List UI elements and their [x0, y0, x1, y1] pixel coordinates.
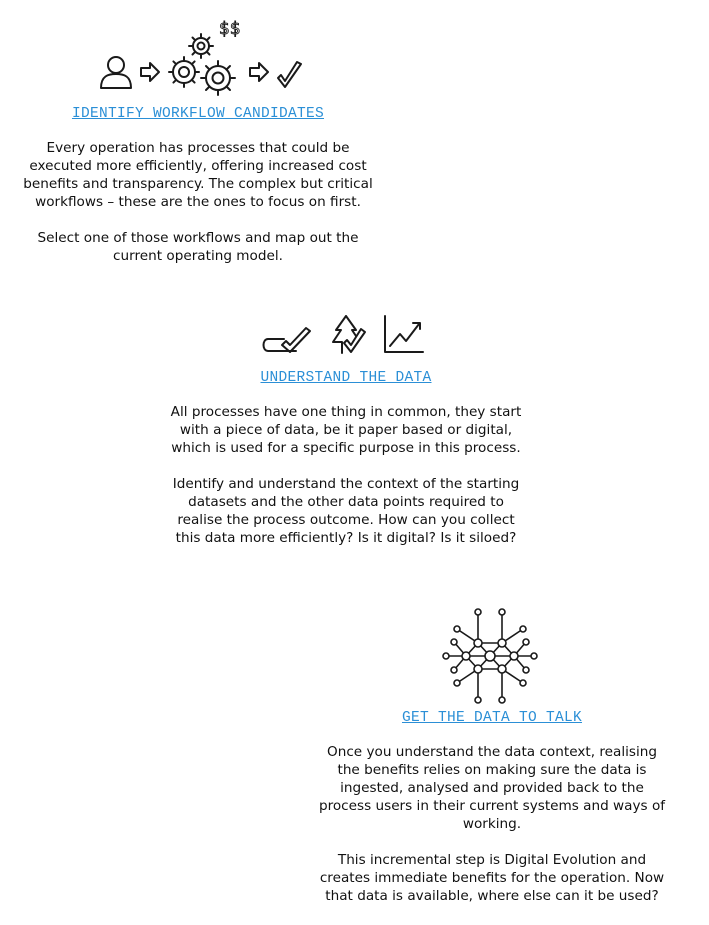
paragraph: This incremental step is Digital Evolution and creates immediate benefits for the operation. Now that data is available, where else can it be used? [319, 852, 665, 904]
dollar-icon: $$ [219, 19, 241, 39]
arrow-right-icon [250, 63, 268, 81]
paragraph: Select one of those workflows and map out the current operating model. [37, 230, 359, 264]
heading-understand-data[interactable]: UNDERSTAND THE DATA [260, 370, 432, 386]
section-get-data-to-talk [296, 604, 688, 905]
section-icons [0, 10, 396, 96]
section-identify-workflow [0, 10, 396, 265]
icon-row [0, 10, 396, 96]
cloud-check-icon [264, 328, 311, 352]
network-icon [443, 609, 537, 703]
section-icons [150, 314, 542, 356]
icon-row [296, 604, 688, 698]
person-icon [101, 57, 131, 88]
paragraph: Every operation has processes that could be executed more efficiently, offering increased cost benefits and transparency. The complex but critical workflows – these are the ones to focus on first. [23, 140, 373, 210]
section-understand-data [150, 314, 542, 547]
heading-identify-workflow[interactable]: IDENTIFY WORKFLOW CANDIDATES [71, 106, 325, 122]
paragraph: Identify and understand the context of the starting datasets and the other data points required to realise the process outcome. How can you collect this data more efficiently? Is it digital? Is it siloed? [172, 476, 520, 546]
heading-get-data-to-talk[interactable]: GET THE DATA TO TALK [401, 710, 583, 726]
arrow-right-icon [141, 63, 159, 81]
tree-check-icon [333, 316, 365, 353]
paragraph: Once you understand the data context, realising the benefits relies on making sure the data is ingested, analysed and provided back to the process users in their current systems and ways of working. [318, 744, 666, 832]
paragraph: All processes have one thing in common, they start with a piece of data, be it paper based or digital, which is used for a specific purpose in this process. [170, 404, 522, 456]
icon-row [150, 314, 542, 356]
gears-icon [169, 34, 235, 95]
section-icons [296, 604, 688, 698]
trend-chart-icon [385, 316, 423, 352]
checkmark-icon [278, 62, 301, 87]
